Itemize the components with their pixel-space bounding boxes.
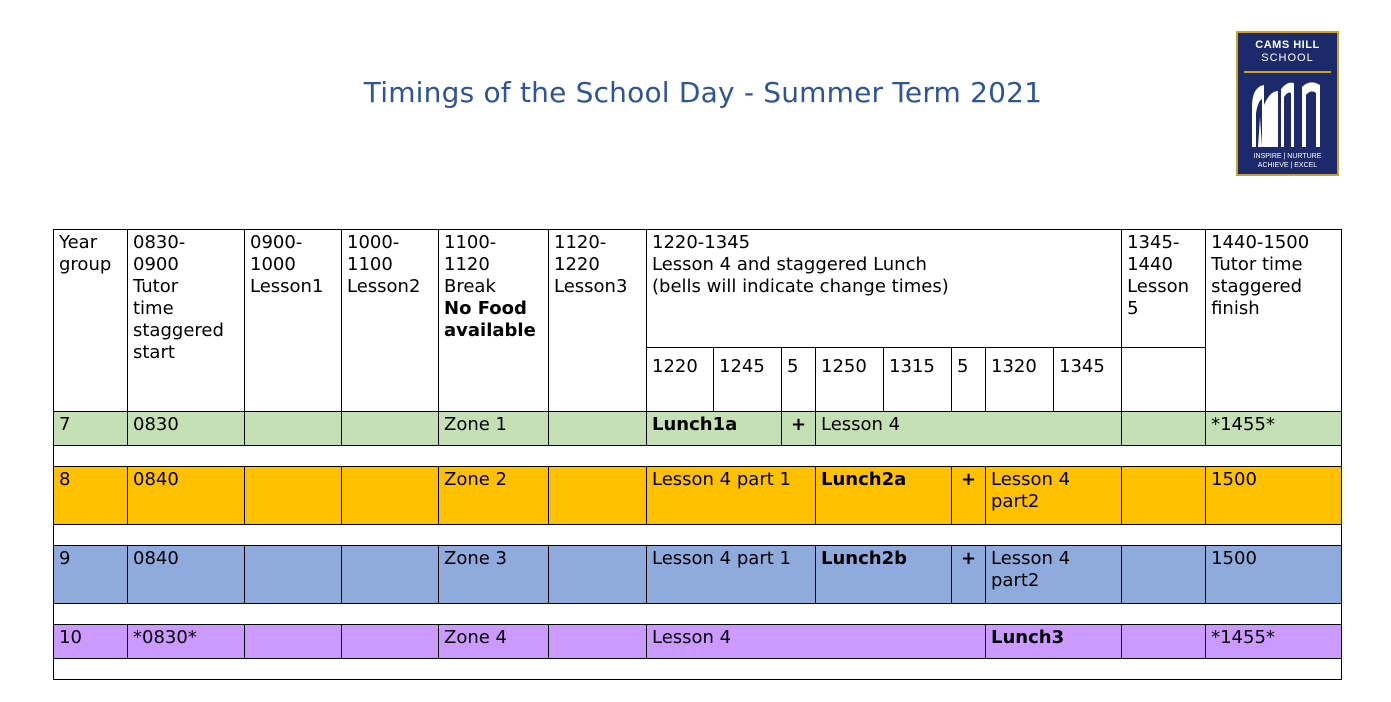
lesson-cell: Lesson 4 [647, 625, 986, 659]
break-zone-cell: Zone 1 [439, 412, 549, 446]
spacer-row [54, 659, 1342, 680]
spacer-cell [54, 659, 1342, 680]
subtime-cell: 1245 [714, 348, 782, 412]
subtime-cell: 1315 [884, 348, 952, 412]
lesson-part1-cell: Lesson 4 part 1 [647, 467, 816, 525]
empty-cell [342, 467, 439, 525]
header-tutor-finish [1206, 230, 1342, 412]
header-text: Tutor time [1211, 254, 1303, 275]
year-cell: 8 [54, 467, 128, 525]
subtime-cell: 1345 [1054, 348, 1122, 412]
finish-cell: 1500 [1206, 546, 1342, 604]
lesson-cell: Lesson 4 [816, 412, 1122, 446]
header-tutor-start [128, 230, 245, 412]
header-text: staggered [133, 320, 224, 341]
header-text: Lesson3 [554, 276, 628, 297]
header-text: finish [1211, 298, 1260, 319]
header-text: Year [59, 232, 98, 253]
header-text: 1120 [444, 254, 490, 275]
header-text: 5 [1127, 298, 1139, 319]
empty-cell [549, 467, 647, 525]
subtime-cell: 1250 [816, 348, 884, 412]
year-cell: 7 [54, 412, 128, 446]
year-cell: 10 [54, 625, 128, 659]
subtime-cell: 1320 [986, 348, 1054, 412]
table-row-year9 [54, 546, 1342, 604]
header-text: (bells will indicate change times) [652, 276, 949, 297]
empty-cell [1122, 348, 1206, 412]
header-text: Lesson 4 and staggered Lunch [652, 254, 927, 275]
header-text: 0900- [250, 232, 303, 253]
lunch-cell [816, 546, 952, 604]
lesson-part2-cell: Lesson 4 part2 [986, 546, 1122, 604]
header-text: start [133, 342, 175, 363]
spacer-cell [54, 446, 1342, 467]
header-text: 1120- [554, 232, 607, 253]
header-row [54, 230, 1342, 348]
table-row-year8 [54, 467, 1342, 525]
lunch-cell [647, 412, 782, 446]
finish-cell: 1500 [1206, 467, 1342, 525]
header-text: 1100- [444, 232, 497, 253]
header-lesson5 [1122, 230, 1206, 348]
header-lesson3 [549, 230, 647, 412]
header-text: Lesson2 [347, 276, 421, 297]
start-cell: 0830 [128, 412, 245, 446]
empty-cell [342, 546, 439, 604]
header-text: 1440-1500 [1211, 232, 1310, 253]
empty-cell [549, 412, 647, 446]
header-text: available [444, 320, 536, 341]
header-text: 1440 [1127, 254, 1173, 275]
page-title: Timings of the School Day - Summer Term 2021 [363, 76, 1043, 109]
empty-cell [1122, 412, 1206, 446]
plus-cell: + [952, 546, 986, 604]
empty-cell [245, 412, 342, 446]
header-text: 0900 [133, 254, 179, 275]
header-text: 1000 [250, 254, 296, 275]
empty-cell [1122, 467, 1206, 525]
header-break [439, 230, 549, 412]
spacer-cell [54, 604, 1342, 625]
table-row-year10 [54, 625, 1342, 659]
header-text: 1345- [1127, 232, 1180, 253]
empty-cell [1122, 625, 1206, 659]
logo-divider [1244, 71, 1331, 73]
lunch-label: Lunch2a [821, 469, 907, 490]
timetable [53, 229, 1342, 680]
empty-cell [245, 467, 342, 525]
header-text: staggered [1211, 276, 1302, 297]
header-text: Lesson1 [250, 276, 324, 297]
header-lesson2 [342, 230, 439, 412]
school-logo [1236, 31, 1339, 176]
logo-arches-icon [1244, 77, 1331, 149]
lunch-cell [816, 467, 952, 525]
lunch-cell [986, 625, 1122, 659]
header-text: 0830- [133, 232, 186, 253]
finish-cell: *1455* [1206, 625, 1342, 659]
header-text: Tutor [133, 276, 179, 297]
lunch-label: Lunch2b [821, 548, 907, 569]
table-row-year7 [54, 412, 1342, 446]
logo-text-line3: INSPIRE | NURTURE [1253, 153, 1322, 160]
spacer-cell [54, 525, 1342, 546]
header-text: 1220 [554, 254, 600, 275]
subtime-cell: 5 [782, 348, 816, 412]
empty-cell [342, 625, 439, 659]
empty-cell [342, 412, 439, 446]
subtime-cell: 1220 [647, 348, 714, 412]
empty-cell [245, 546, 342, 604]
subtime-cell: 5 [952, 348, 986, 412]
logo-text-line2: SCHOOL [1261, 52, 1314, 64]
logo-text-line4: ACHIEVE | EXCEL [1257, 162, 1318, 169]
plus-cell: + [782, 412, 816, 446]
spacer-row [54, 446, 1342, 467]
empty-cell [549, 546, 647, 604]
break-zone-cell: Zone 4 [439, 625, 549, 659]
header-year-group [54, 230, 128, 412]
break-zone-cell: Zone 2 [439, 467, 549, 525]
header-text: 1000- [347, 232, 400, 253]
header-text: 1220-1345 [652, 232, 751, 253]
start-cell: 0840 [128, 546, 245, 604]
break-zone-cell: Zone 3 [439, 546, 549, 604]
header-text: 1100 [347, 254, 393, 275]
header-text: time [133, 298, 174, 319]
header-lesson4-lunch [647, 230, 1122, 348]
empty-cell [1122, 546, 1206, 604]
logo-text-line1: CAMS HILL [1255, 39, 1320, 51]
start-cell: 0840 [128, 467, 245, 525]
start-cell: *0830* [128, 625, 245, 659]
year-cell: 9 [54, 546, 128, 604]
lesson-part2-cell: Lesson 4 part2 [986, 467, 1122, 525]
lesson-part1-cell: Lesson 4 part 1 [647, 546, 816, 604]
header-text: Break [444, 276, 496, 297]
lunch-label: Lunch3 [991, 627, 1065, 648]
finish-cell: *1455* [1206, 412, 1342, 446]
empty-cell [245, 625, 342, 659]
spacer-row [54, 604, 1342, 625]
lunch-label: Lunch1a [652, 414, 738, 435]
empty-cell [549, 625, 647, 659]
header-text: Lesson [1127, 276, 1190, 297]
spacer-row [54, 525, 1342, 546]
plus-cell: + [952, 467, 986, 525]
header-text: group [59, 254, 112, 275]
header-lesson1 [245, 230, 342, 412]
header-text: No Food [444, 298, 527, 319]
